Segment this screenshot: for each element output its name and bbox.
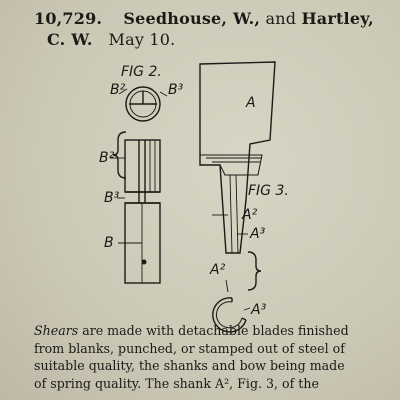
label-b3-top: B³: [168, 82, 184, 98]
inventor-2: Hartley,: [301, 9, 374, 28]
label-b3-mid: B³: [104, 190, 120, 206]
fig3-brace: [248, 252, 261, 290]
label-b: B: [104, 235, 114, 251]
fig2-ring-drawing: [119, 87, 167, 121]
fig2-title: FIG 2.: [121, 64, 162, 80]
label-a3-ring: A³: [251, 302, 267, 318]
fig2-brace: [113, 132, 126, 178]
description-line-1: [34, 322, 390, 340]
label-b2-mid: B²: [99, 150, 115, 166]
fig3-block-drawing: [200, 62, 275, 253]
description-line-3: suitable quality, the shanks and bow being made: [34, 358, 345, 374]
description-line-1-rest: are made with detachable blades finished: [78, 323, 349, 338]
label-a3: A³: [250, 226, 266, 242]
label-a2: A²: [242, 207, 258, 223]
inventor-2-initials: C. W.: [47, 30, 93, 49]
label-a2-ring: A²: [210, 262, 226, 278]
conjunction: and: [265, 9, 297, 28]
patent-date: May 10.: [108, 30, 176, 49]
description-italic-word: Shears: [34, 323, 79, 338]
label-a: A: [246, 95, 256, 111]
description-line-2: from blanks, punched, or stamped out of steel of: [34, 340, 345, 356]
label-b2-top: B²: [110, 82, 126, 98]
patent-description: [34, 322, 390, 392]
fig3-title: FIG 3.: [248, 183, 289, 199]
inventor-1: Seedhouse, W.,: [123, 9, 261, 28]
patent-number: 10,729.: [34, 9, 103, 28]
description-line-4: of spring quality. The shank A², Fig. 3, of the: [34, 375, 319, 391]
